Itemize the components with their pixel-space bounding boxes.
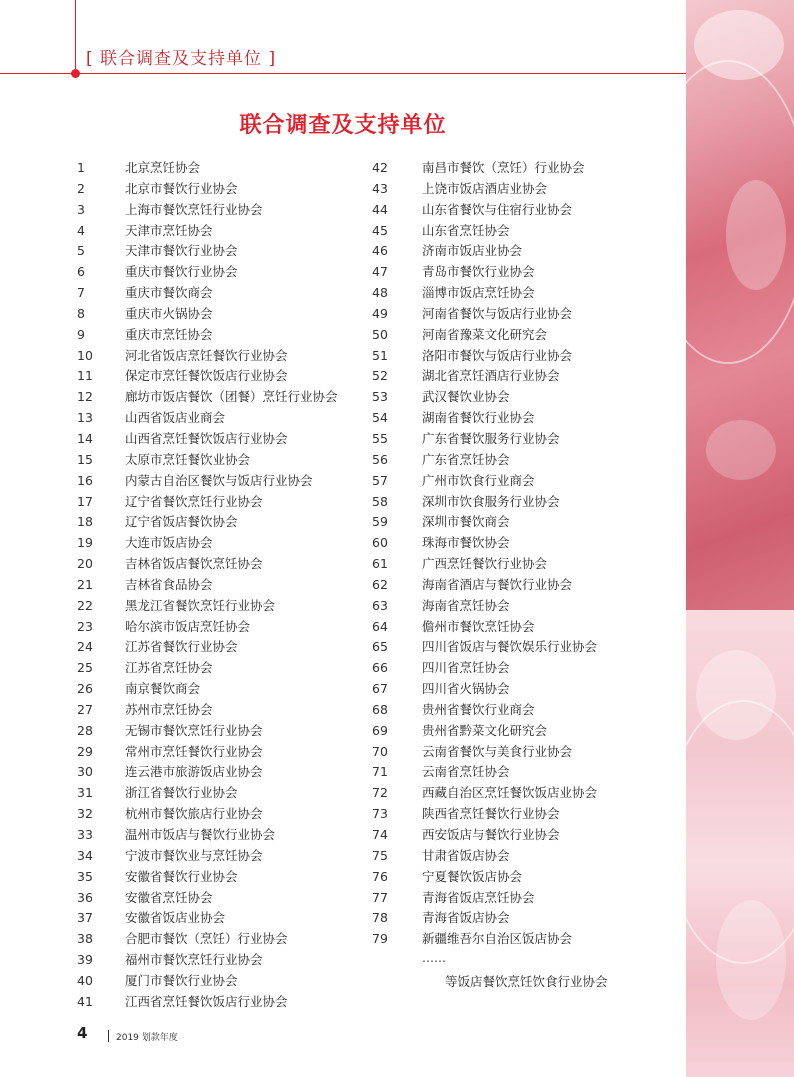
item-number: 6 [77,264,85,280]
organization-list-right [372,158,597,950]
item-number: 61 [372,556,388,572]
list-item [77,492,338,513]
list-item [372,366,597,387]
item-number: 27 [77,701,93,717]
item-number: 66 [372,660,388,676]
item-number: 10 [77,347,93,363]
item-name: 江苏省餐饮行业协会 [125,639,238,655]
item-number: 46 [372,243,388,259]
list-item [372,783,597,804]
list-item [77,804,338,825]
item-name: 福州市餐饮烹饪行业协会 [125,952,263,968]
item-number: 62 [372,576,388,592]
item-name: 广州市饮食行业商会 [422,472,535,488]
list-item [77,637,338,658]
item-number: 56 [372,451,388,467]
list-item [77,533,338,554]
item-number: 44 [372,201,388,217]
item-number: 15 [77,451,93,467]
item-number: 65 [372,639,388,655]
list-item [77,596,338,617]
footer-text: 2019 划款年度 [116,1033,178,1043]
item-number: 19 [77,535,93,551]
item-name: 四川省饭店与餐饮娱乐行业协会 [422,639,598,655]
list-item [372,637,597,658]
item-number: 45 [372,222,388,238]
item-name: 湖南省餐饮行业协会 [422,410,535,426]
item-name: 保定市烹饪餐饮饭店行业协会 [125,368,288,384]
item-name: 江苏省烹饪协会 [125,660,213,676]
item-name: 济南市饭店业协会 [422,243,523,259]
list-item [372,241,597,262]
item-number: 32 [77,806,93,822]
item-number: 73 [372,806,388,822]
item-number: 68 [372,701,388,717]
item-number: 36 [77,889,93,905]
list-item [372,387,597,408]
list-item [77,950,338,971]
list-item [77,366,338,387]
list-item [77,346,338,367]
list-item [372,846,597,867]
item-number: 49 [372,305,388,321]
item-number: 40 [77,972,93,988]
item-number: 70 [372,743,388,759]
photo-curve [686,60,794,364]
list-item [77,908,338,929]
item-number: 47 [372,264,388,280]
item-number: 33 [77,827,93,842]
item-name: 合肥市餐饮（烹饪）行业协会 [125,931,288,947]
item-number: 9 [77,326,85,342]
item-number: 25 [77,660,93,676]
list-item [77,304,338,325]
list-item [77,158,338,179]
item-number: 51 [372,347,388,363]
item-number: 54 [372,410,388,426]
list-item [77,450,338,471]
item-number: 79 [372,931,388,947]
item-number: 18 [77,514,93,530]
item-name: 重庆市火锅协会 [125,305,213,321]
photo-glare [706,420,776,480]
list-item [77,888,338,909]
list-item [77,721,338,742]
item-number: 78 [372,910,388,926]
item-name: 哈尔滨市饭店烹饪协会 [125,618,251,634]
item-name: 河南省豫菜文化研究会 [422,326,548,342]
item-name: 安徽省烹饪协会 [125,889,213,905]
item-name: 广东省烹饪协会 [422,451,510,467]
item-number: 1 [77,160,85,175]
list-item [77,387,338,408]
item-number: 17 [77,493,93,509]
item-name: 吉林省饭店餐饮烹饪协会 [125,556,263,572]
item-name: 大连市饭店协会 [125,535,213,551]
item-name: 西藏自治区烹饪餐饮饭店业协会 [422,785,598,801]
item-name: 贵州省餐饮行业商会 [422,701,535,717]
list-item [77,762,338,783]
item-name: 北京烹饪协会 [125,160,201,175]
item-number: 74 [372,827,388,842]
list-item [372,492,597,513]
list-item [77,783,338,804]
list-item [372,825,597,846]
list-item [372,512,597,533]
item-name: 云南省烹饪协会 [422,764,510,780]
photo-glare [716,900,786,1020]
item-number: 43 [372,180,388,196]
item-name: 黑龙江省餐饮烹饪行业协会 [125,597,276,613]
list-item [372,158,597,179]
item-name: 天津市餐饮行业协会 [125,243,238,259]
item-name: 西安饭店与餐饮行业协会 [422,827,560,842]
item-number: 71 [372,764,388,780]
item-name: 厦门市餐饮行业协会 [125,972,238,988]
item-name: 吉林省食品协会 [125,576,213,592]
item-name: 淄博市饭店烹饪协会 [422,285,535,301]
item-number: 76 [372,868,388,884]
item-number: 60 [372,535,388,551]
item-number: 34 [77,847,93,863]
item-number: 41 [77,993,93,1009]
list-item [77,575,338,596]
list-item [77,867,338,888]
item-name: 宁波市餐饮业与烹饪协会 [125,847,263,863]
item-name: 珠海市餐饮协会 [422,535,510,551]
item-name: 海南省酒店与餐饮行业协会 [422,576,573,592]
item-name: 山东省烹饪协会 [422,222,510,238]
item-name: 洛阳市餐饮与饭店行业协会 [422,347,573,363]
item-number: 52 [372,368,388,384]
item-number: 77 [372,889,388,905]
item-name: 宁夏餐饮饭店协会 [422,868,523,884]
list-item [372,888,597,909]
item-name: 重庆市烹饪协会 [125,326,213,342]
item-number: 42 [372,160,388,175]
footer-separator [108,1030,109,1042]
item-name: 河北省饭店烹饪餐饮行业协会 [125,347,288,363]
item-number: 23 [77,618,93,634]
item-name: 山西省饭店业商会 [125,410,226,426]
list-item [372,179,597,200]
list-item [372,450,597,471]
item-number: 35 [77,868,93,884]
item-number: 57 [372,472,388,488]
item-name: 青海省饭店协会 [422,910,510,926]
list-item [372,429,597,450]
list-item [77,429,338,450]
item-number: 21 [77,576,93,592]
header-horizontal-rule [0,73,686,74]
list-item [372,346,597,367]
list-item [77,471,338,492]
item-name: 江西省烹饪餐饮饭店行业协会 [125,993,288,1009]
closing-note: 等饭店餐饮烹饪饮食行业协会 [445,974,608,989]
item-name: 安徽省饭店业协会 [125,910,226,926]
list-item [372,762,597,783]
item-name: 儋州市餐饮烹饪协会 [422,618,535,634]
item-name: 四川省烹饪协会 [422,660,510,676]
list-item [77,617,338,638]
item-number: 11 [77,368,93,384]
list-item [372,867,597,888]
item-name: 武汉餐饮业协会 [422,389,510,405]
item-name: 河南省餐饮与饭店行业协会 [422,305,573,321]
item-number: 24 [77,639,93,655]
item-name: 重庆市餐饮商会 [125,285,213,301]
list-item [77,742,338,763]
item-name: 贵州省黔菜文化研究会 [422,722,548,738]
item-number: 69 [372,722,388,738]
side-decorative-photo [686,0,794,1077]
list-item [77,262,338,283]
list-item [372,929,597,950]
item-number: 12 [77,389,93,405]
list-item [77,283,338,304]
item-number: 2 [77,180,85,196]
list-item [372,200,597,221]
header-vertical-rule [75,0,76,74]
item-name: 辽宁省饭店餐饮协会 [125,514,238,530]
item-number: 63 [372,597,388,613]
item-number: 53 [372,389,388,405]
item-name: 广西烹饪餐饮行业协会 [422,556,548,572]
list-item [372,533,597,554]
list-item [372,304,597,325]
item-name: 四川省火锅协会 [422,681,510,697]
list-item [372,262,597,283]
item-number: 14 [77,430,93,446]
item-name: 青海省饭店烹饪协会 [422,889,535,905]
item-name: 内蒙古自治区餐饮与饭店行业协会 [125,472,313,488]
page-title: 联合调查及支持单位 [239,113,447,138]
list-item [372,596,597,617]
item-number: 64 [372,618,388,634]
item-name: 海南省烹饪协会 [422,597,510,613]
item-number: 3 [77,201,85,217]
item-name: 湖北省烹饪酒店行业协会 [422,368,560,384]
item-name: 温州市饭店与餐饮行业协会 [125,827,276,842]
list-item [372,679,597,700]
item-number: 13 [77,410,93,426]
item-number: 59 [372,514,388,530]
item-number: 5 [77,243,85,259]
list-item [372,471,597,492]
list-item [372,283,597,304]
organization-list-left [77,158,338,1013]
item-name: 杭州市餐饮旅店行业协会 [125,806,263,822]
item-number: 16 [77,472,93,488]
header-rule-dot [71,69,80,78]
item-number: 48 [372,285,388,301]
running-header: [ 联合调查及支持单位 ] [86,49,277,69]
item-number: 58 [372,493,388,509]
item-name: 天津市烹饪协会 [125,222,213,238]
item-name: 新疆维吾尔自治区饭店协会 [422,931,573,947]
item-number: 8 [77,305,85,321]
list-item [372,804,597,825]
list-item [372,575,597,596]
item-name: 南京餐饮商会 [125,681,201,697]
list-item [372,617,597,638]
item-number: 39 [77,952,93,968]
list-item [77,179,338,200]
item-name: 南昌市餐饮（烹饪）行业协会 [422,160,585,175]
item-name: 陕西省烹饪餐饮行业协会 [422,806,560,822]
item-number: 72 [372,785,388,801]
item-name: 连云港市旅游饭店业协会 [125,764,263,780]
list-item [372,554,597,575]
list-item [77,846,338,867]
list-item [77,700,338,721]
item-name: 甘肃省饭店协会 [422,847,510,863]
item-name: 重庆市餐饮行业协会 [125,264,238,280]
item-name: 北京市餐饮行业协会 [125,180,238,196]
item-number: 30 [77,764,93,780]
list-item [372,742,597,763]
item-name: 辽宁省餐饮烹饪行业协会 [125,493,263,509]
item-name: 浙江省餐饮行业协会 [125,785,238,801]
item-name: 深圳市饮食服务行业协会 [422,493,560,509]
item-number: 7 [77,285,85,301]
list-item [77,200,338,221]
item-name: 山西省烹饪餐饮饭店行业协会 [125,430,288,446]
item-name: 常州市烹饪餐饮行业协会 [125,743,263,759]
list-item [77,241,338,262]
item-number: 75 [372,847,388,863]
item-name: 云南省餐饮与美食行业协会 [422,743,573,759]
item-name: 广东省餐饮服务行业协会 [422,430,560,446]
item-name: 上海市餐饮烹饪行业协会 [125,201,263,217]
list-item [77,825,338,846]
item-name: 太原市烹饪餐饮业协会 [125,451,251,467]
item-number: 38 [77,931,93,947]
item-name: 廊坊市饭店餐饮（团餐）烹饪行业协会 [125,389,338,405]
item-number: 37 [77,910,93,926]
item-number: 28 [77,722,93,738]
item-name: 青岛市餐饮行业协会 [422,264,535,280]
list-item [77,658,338,679]
item-number: 20 [77,556,93,572]
list-item [77,679,338,700]
item-number: 50 [372,326,388,342]
list-item [77,929,338,950]
item-name: 安徽省餐饮行业协会 [125,868,238,884]
list-item [372,408,597,429]
list-item [372,721,597,742]
list-item [77,408,338,429]
list-item [372,700,597,721]
item-number: 55 [372,430,388,446]
item-number: 22 [77,597,93,613]
item-number: 31 [77,785,93,801]
item-number: 29 [77,743,93,759]
list-item [77,325,338,346]
list-item [77,971,338,992]
page-number: 4 [77,1024,88,1042]
list-item [77,554,338,575]
item-name: 山东省餐饮与住宿行业协会 [422,201,573,217]
list-item [372,221,597,242]
list-item [77,992,338,1013]
item-name: 无锡市餐饮烹饪行业协会 [125,722,263,738]
item-name: 上饶市饭店酒店业协会 [422,180,548,196]
item-name: 苏州市烹饪协会 [125,701,213,717]
item-number: 4 [77,222,85,238]
list-item [77,512,338,533]
item-number: 26 [77,681,93,697]
list-item [77,221,338,242]
list-ellipsis: …… [422,951,446,965]
list-item [372,908,597,929]
item-number: 67 [372,681,388,697]
item-name: 深圳市餐饮商会 [422,514,510,530]
list-item [372,325,597,346]
list-item [372,658,597,679]
